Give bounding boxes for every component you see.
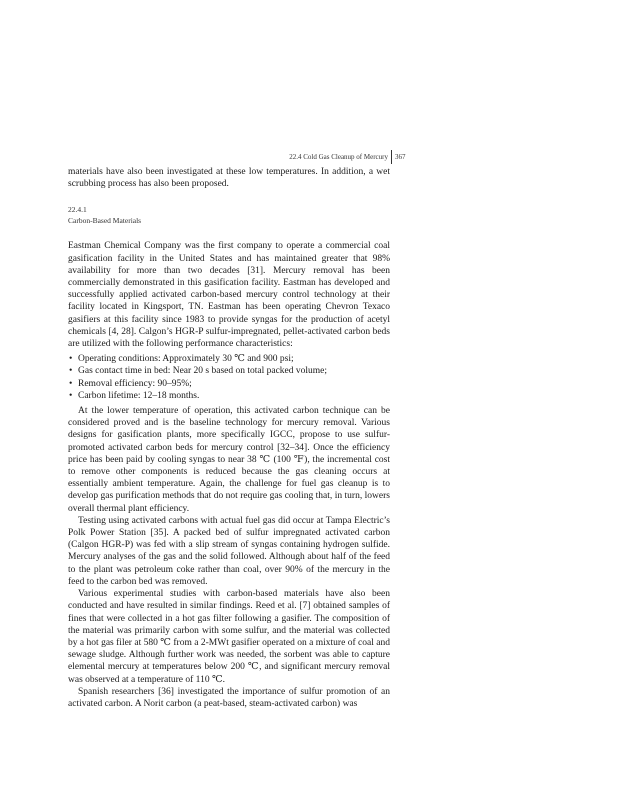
list-item-text: Removal efficiency: 90–95%;: [78, 378, 192, 389]
bullet-icon: •: [69, 378, 73, 389]
section-title: Carbon-Based Materials: [68, 216, 142, 226]
paragraph-spanish-researchers: Spanish researchers [36] investigated the importance of sulfur promotion of an activated carbon. A Norit carbon (a peat-based, steam-activated carbon) was: [68, 686, 390, 709]
list-item-text: Operating conditions: Approximately 30 ℃ and 900 psi;: [78, 354, 294, 365]
list-item: [68, 390, 390, 402]
intro-paragraph: materials have also been investigated at these low temperatures. In addition, a wet scrubbing process has also been proposed.: [68, 167, 390, 190]
running-header: [260, 150, 410, 164]
list-item-text: Gas contact time in bed: Near 20 s based on total packed volume;: [78, 366, 328, 377]
body-text: [68, 166, 390, 710]
performance-list: [68, 353, 390, 402]
page-number: 367: [395, 153, 406, 161]
paragraph-experimental-studies: Various experimental studies with carbon-based materials have also been conducted and have resulted in similar findings. Reed et al. [7] obtained samples of fines that were collected in a hot gas filter following a gasifier. The composition of the material was primarily carbon with some sulfur, and the material was collected by a hot gas filer at 580 ℃ from a 2-MWt gasifier operated on a mixture of coal and sewage sludge. Although further work was needed, the sorbent was able to capture elemental mercury at temperatures below 200 ℃, and significant mercury removal was observed at a temperature of 110 ℃.: [68, 589, 390, 685]
running-header-title: 22.4 Cold Gas Cleanup of Mercury: [289, 153, 388, 161]
bullet-icon: •: [69, 366, 73, 377]
section-heading: [68, 204, 390, 226]
section-number: 22.4.1: [68, 205, 87, 215]
paragraph-tampa-testing: Testing using activated carbons with actual fuel gas did occur at Tampa Electric’s Polk Power Station [35]. A packed bed of sulfur impregnated activated carbon (Calgon HGR-P) was fed with a slip stream of syngas containing hydrogen sulfide. Mercury analyses of the gas and the solid followed. Although about half of the feed to the plant was petroleum coke rather than coal, over 90% of the mercury in the feed to the carbon bed was removed.: [68, 515, 390, 587]
list-item-text: Carbon lifetime: 12–18 months.: [78, 390, 200, 401]
running-header-divider: [391, 150, 392, 164]
bullet-icon: •: [69, 390, 73, 401]
paragraph-eastman: Eastman Chemical Company was the first company to operate a commercial coal gasification facility in the United States and has maintained greater that 98% availability for more than two decades [31]. Mercury removal has been commercially demonstrated in this gasification facility. Eastman has developed and successfully applied activated carbon-based mercury control technology at their facility located in Kingsport, TN. Eastman has been operating Chevron Texaco gasifiers at this facility since 1983 to provide syngas for the production of acetyl chemicals [4, 28]. Calgon’s HGR-P sulfur-impregnated, pellet-activated carbon beds are utilized with the following performance characteristics:: [68, 241, 390, 350]
list-item: [68, 365, 390, 377]
bullet-icon: •: [69, 354, 73, 365]
list-item: [68, 353, 390, 365]
paragraph-lower-temperature: At the lower temperature of operation, this activated carbon technique can be considered proved and is the baseline technology for mercury removal. Various designs for gasification plants, more specifically IGCC, propose to use sulfur-promoted activated carbon beds for mercury control [32–34]. Once the efficiency price has been paid by cooling syngas to near 38 ℃ (100 ℉), the incremental cost to remove other components is reduced because the gas cleaning occurs at essentially ambient temperature. Again, the challenge for fuel gas cleanup is to develop gas purification methods that do not require gas cooling that, in turn, lowers overall thermal plant efficiency.: [68, 406, 390, 514]
list-item: [68, 378, 390, 390]
